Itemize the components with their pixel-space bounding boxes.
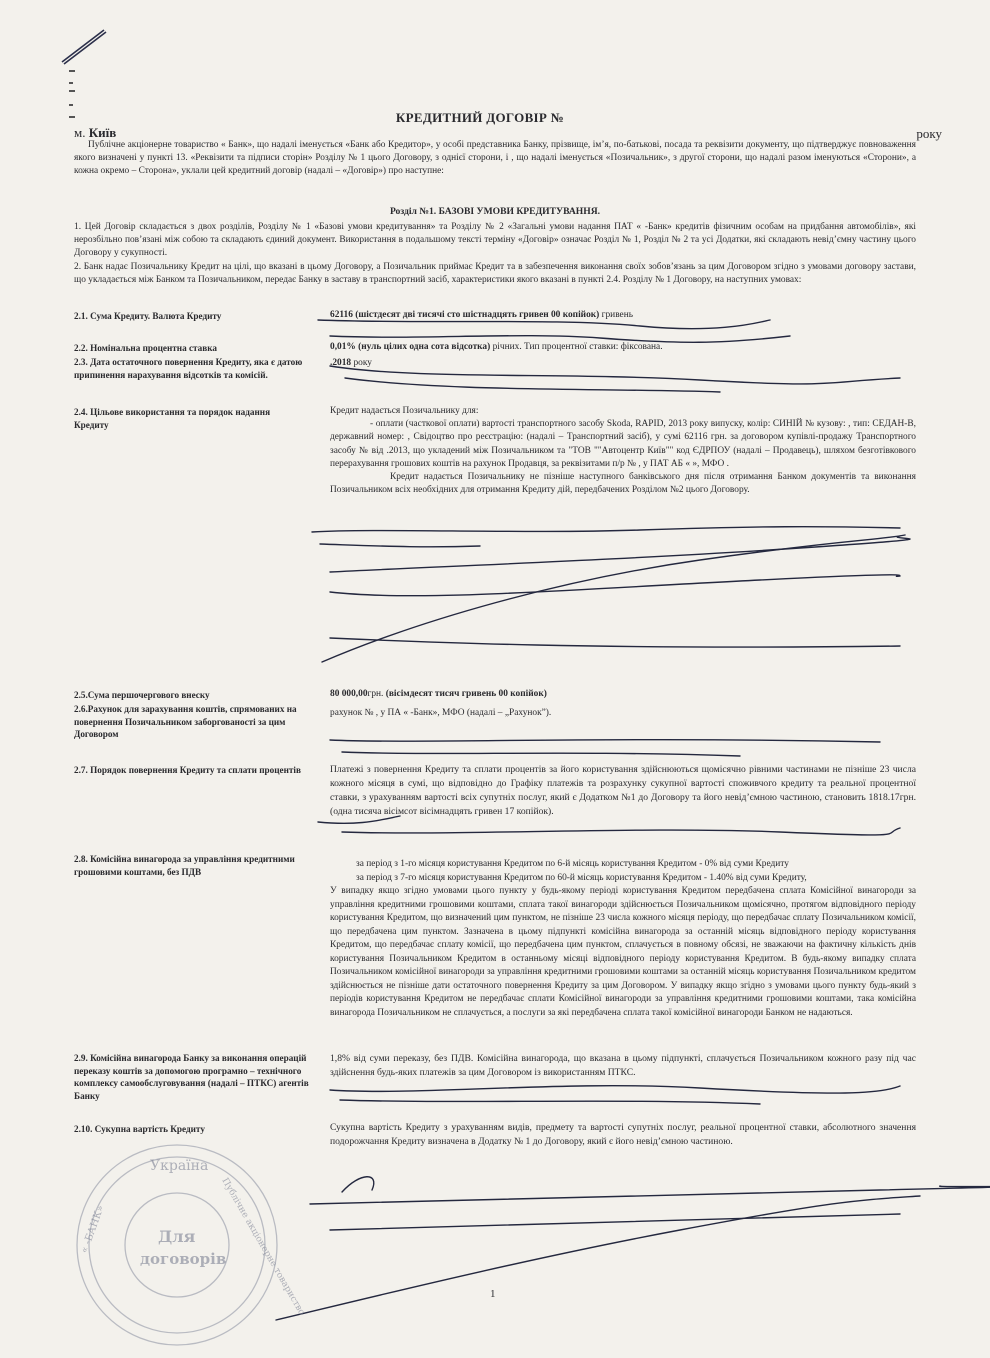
item-2-5-amount: 80 000,00: [330, 689, 368, 699]
item-2-7-label: 2.7. Порядок повернення Кредиту та сплати процентів: [74, 765, 301, 775]
item-2-6-label: 2.6.Рахунок для зарахування коштів, спрямованих на повернення Позичальником заборгованості за цим Договором: [74, 704, 297, 740]
clause-2: 2. Банк надає Позичальнику Кредит на цілі, що вказані в цьому Договору, а Позичальник приймає Кредит та в забезпечення виконання своїх зобов’язань за цим Договором згідно з умовами договору застави, що укладається між Банком та Позичальником, передає Банку в заставу в транспортний засіб, характеристики якого вказані в пункті 2.4. Розділу № 1 Договору, на наступних умовах:: [74, 261, 916, 285]
year-suffix: року: [916, 126, 942, 141]
section-title: Розділ №1. БАЗОВІ УМОВИ КРЕДИТУВАННЯ.: [389, 206, 601, 217]
item-2-8-line3: У випадку якщо згідно умовами цього пункту у будь-якому періоді користування Кредитом передбачена сплата Комісійної винагороди за управління кредитними грошовими коштами, сплата такої винагороди здійснюється Позичальником щомісячно, протягом відповідного періоду користування Кредитом, що визначений цим пунктом, не пізніше 23 числа кожного місяця періоду, що передбачає сплату Позичальником комісії, що передбачена цим пунктом. Зазначена в цьому підпункті комісійна винагорода за останній місяць відповідного періоду користування Кредитом, що передбачає сплату комісії, що передбачена цим пунктом, сплачується в повному обсязі, не зважаючи на фактичну кількість днів користування Позичальником Кредитом в останньому місяці відповідного періоду користування Кредитом. В будь-якому випадку сплата Позичальником комісійної винагороди за управління кредитними грошовими коштами за останній місяць користування Позичальником кредитом здійснюється не пізніше дати остаточного повернення Кредиту за цим Договором. У випадку якщо згідно з умовами цього пункту будь-який з періодів користування Кредитом не передбачає сплати Комісійної винагороди за управління кредитними грошовими коштами, така комісійна винагорода Позичальником не сплачується, а послуги за які передбачена сплата такої комісійної винагороди Банком не надаються.: [330, 886, 916, 1018]
item-2-1-amount: 62116 (шістдесят дві тисячі сто шістнадцять гривен 00 копійок): [330, 310, 600, 320]
item-2-8-label: 2.8. Комісійна винагорода за управління кредитними грошовими коштами, без ПДВ: [74, 854, 295, 877]
svg-text:Україна: Україна: [150, 1158, 209, 1174]
item-2-8-value: [330, 858, 916, 1020]
item-2-4-line1: Кредит надається Позичальнику для:: [330, 406, 479, 416]
item-2-2-type: річних. Тип процентної ставки: фіксована.: [490, 342, 663, 352]
item-2-4-value: [330, 405, 916, 497]
pen-mark-icon: [58, 22, 128, 72]
item-2-9-value: 1,8% від суми переказу, без ПДВ. Комісійна винагорода, що вказана в цьому підпункті, сплачується Позичальником кожного разу під час здійснення будь-яких платежів за цим Договором із використанням ПТКС.: [330, 1053, 916, 1078]
seal-stamp-icon: [72, 1140, 307, 1350]
item-2-5-words: (вісімдесят тисяч гривень 00 копійок): [385, 689, 547, 699]
clause-1: 1. Цей Договір складається з двох розділів, Розділу № 1 «Базові умови кредитування» та Розділу № 2 «Загальні умови надання ПАТ « -Банк» кредитів фізичним особам на придбання автомобілів», які нерозбільно пов’язані між собою та складають єдиний документ. Використання в подальшому тексті терміну «Договір» означає Розділ № 1, Розділ № 2 та усі Додатки, які складають невід’ємну частину цього Договору у сукупності.: [74, 222, 916, 259]
item-2-4-label: 2.4. Цільове використання та порядок надання Кредиту: [74, 407, 271, 430]
item-2-4-line2: - оплати (часткової оплати) вартості транспортного засобу Skoda, RAPID, 2013 року випуску, колір: СИНІЙ № кузову: , тип: СЕДАН-В, державний номер: , Свідоцтво про реєстрацію: (надалі – Транспортний засіб), у сумі 62116 грн. за договором купівлі-продажу Транспортного засобу № від .2013, що укладений між Позичальником та "ТОВ ""Автоцентр Київ"" код ЄДРПОУ (надалі – Продавець), шляхом безготівкового перерахування грошових коштів на рахунок Продавця, за реквізитами п/р № , у ПАТ АБ « », МФО .: [330, 419, 916, 469]
item-2-3-date: .2018: [330, 358, 352, 368]
item-2-4-line3: Кредит надається Позичальнику не пізніше наступного банківського дня після отримання Банком документів та виконання Позичальником всіх необхідних для отримання Кредиту дій, передбачених Розділом №2 цього Договору.: [330, 472, 916, 496]
svg-text:договорів: договорів: [140, 1250, 227, 1268]
item-2-5-label: 2.5.Сума першочергового внеску: [74, 690, 210, 700]
item-2-2-value: [330, 341, 916, 354]
item-2-2-rate: 0,01% (нуль цілих одна сота відсотка): [330, 342, 491, 352]
item-2-10-value: Сукупна вартість Кредиту з урахуванням видів, предмету та вартості супутніх послуг, реальної процентної ставки, абсолютного значення подорожчання Кредиту визначена в Додатку № 1 до Договору, який є його невід’ємною частиною.: [330, 1122, 916, 1147]
city-name: Київ: [88, 125, 117, 140]
item-2-3-label: 2.3. Дата остаточного повернення Кредиту, яка є датою припинення нарахування відсотків та комісій.: [74, 357, 303, 380]
item-2-1-value: [330, 309, 916, 322]
item-2-10-label: 2.10. Сукупна вартість Кредиту: [74, 1124, 205, 1134]
item-2-5-currency: грн.: [367, 689, 386, 699]
item-2-8-line2: за період з 7-го місяця користування Кредитом по 60-й місяць користування Кредитом - 1.40% від суми Кредиту,: [356, 872, 807, 883]
page-number: 1: [490, 1288, 496, 1300]
item-2-2-label: 2.2. Номінальна процентна ставка: [74, 343, 217, 353]
svg-text:Для: Для: [158, 1227, 196, 1246]
item-2-7-value: Платежі з повернення Кредиту та сплати процентів за його користування здійснюються щомісячно рівними частинами не пізніше 23 числа кожного місяця в сумі, що відповідно до Графіку платежів та розрахунку сукупної вартості споживчого кредиту та реальної процентної ставки, з урахуванням вартості всіх супутніх послуг, який є Додатком №1 до Договору та його невід’ємною частиною, становить 1818.17грн. (одна тисяча вісімсот вісімнадцять гривен 17 копійок).: [330, 764, 916, 817]
city-prefix: м.: [74, 125, 86, 140]
general-clauses: [74, 221, 916, 287]
item-2-1-label: 2.1. Сума Кредиту. Валюта Кредиту: [74, 311, 222, 321]
document-title: КРЕДИТНИЙ ДОГОВІР №: [395, 110, 565, 125]
item-2-6-value: рахунок № , у ПА « -Банк», МФО (надалі – „Рахунок”).: [330, 708, 552, 718]
item-2-9-label: 2.9. Комісійна винагорода Банку за виконання операцій переказу коштів за допомогою програмно – технічного комплексу самообслуговування (надалі – ПТКС) агентів Банку: [74, 1053, 309, 1101]
item-2-3-year: року: [351, 358, 372, 368]
item-2-1-currency: гривень: [599, 310, 634, 320]
intro-paragraph: Публічне акціонерне товариство « Банк», що надалі іменується «Банк або Кредитор», у особі представника Банку, прізвище, ім’я, по-батькові, посада та реквізити документу, що підтверджує повноваження якого визначені у пункті 13. «Реквізити та підписи сторін» Розділу № 1 цього Договору, з однієї сторони, і , що надалі іменується «Позичальник», з другої сторони, що надалі разом іменуються «Сторони», а кожна окремо – Сторона», уклали цей кредитний договір (надалі – «Договір») про наступне:: [74, 140, 916, 177]
item-2-8-line1: за період з 1-го місяця користування Кредитом по 6-й місяць користування Кредитом - 0% від суми Кредиту: [356, 859, 789, 869]
item-2-5-value: [330, 688, 916, 701]
svg-text:« -БАНК»: « -БАНК»: [79, 1203, 107, 1255]
svg-text:Публічне акціонерне товариство: Публічне акціонерне товариство: [219, 1176, 307, 1318]
item-2-3-value: [330, 357, 916, 370]
